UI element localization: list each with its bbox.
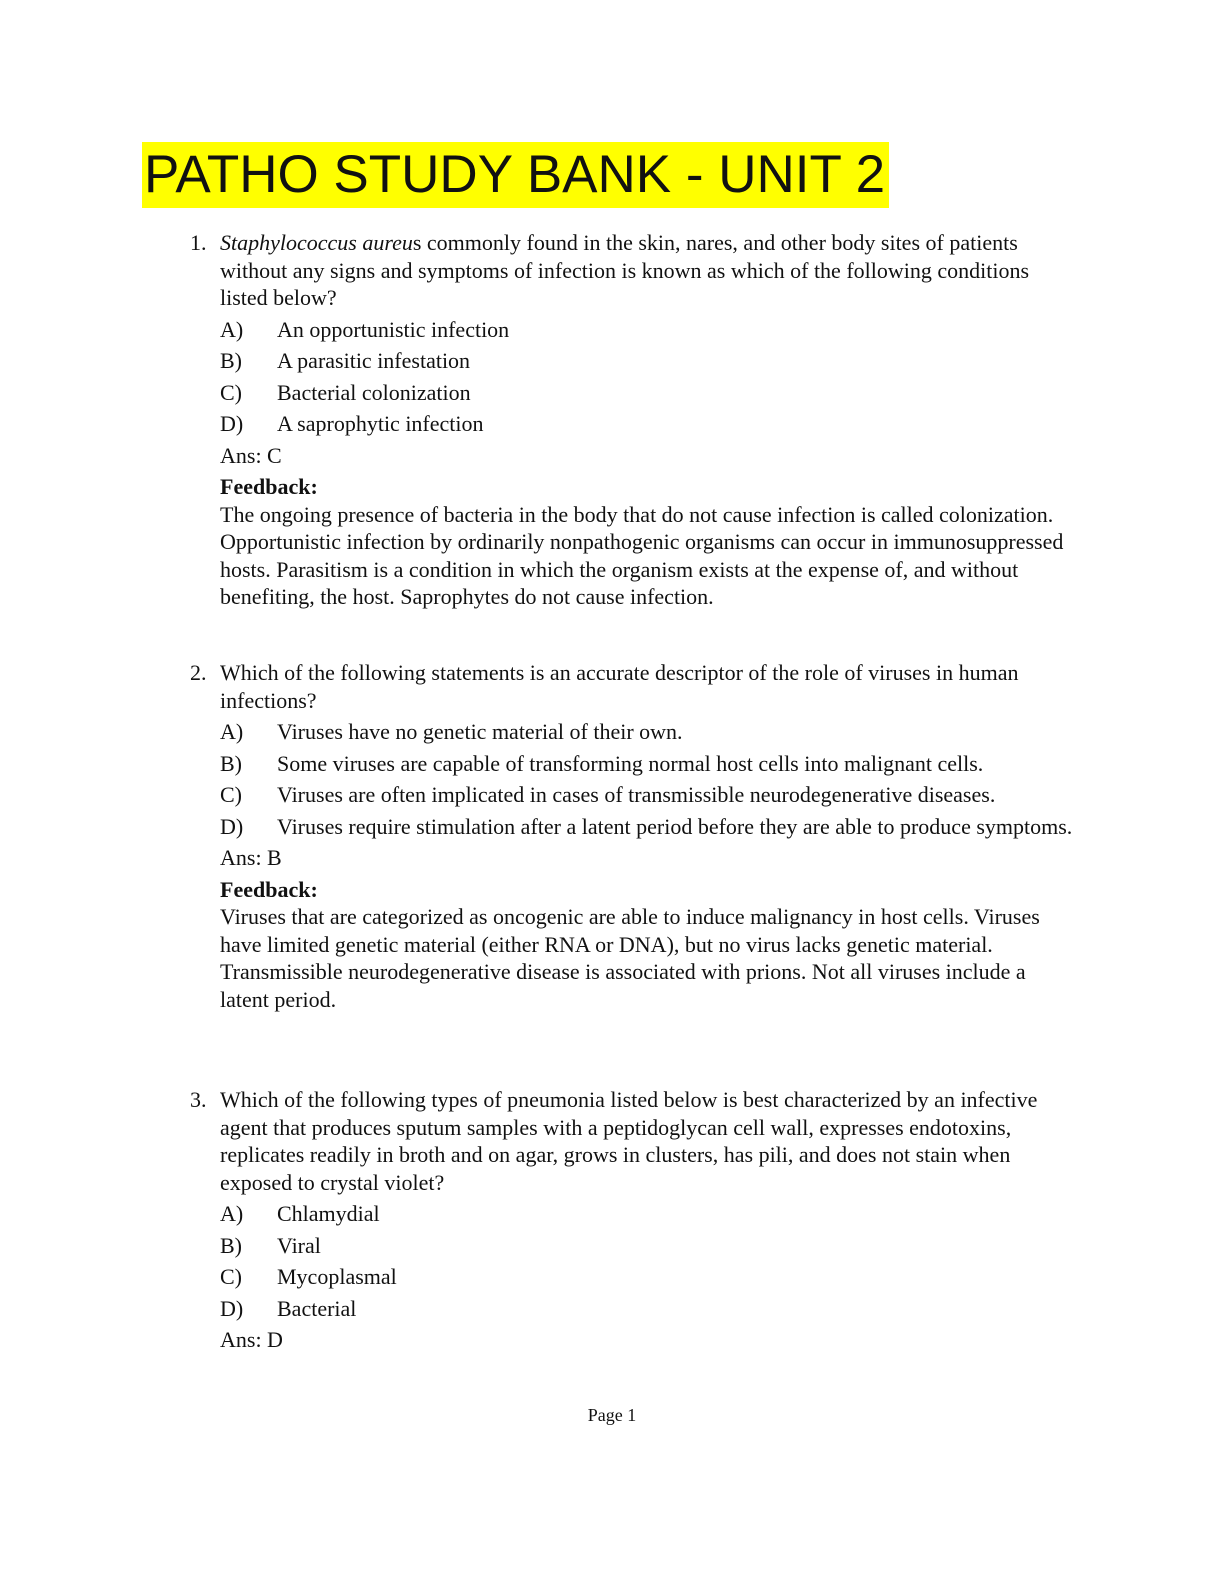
option-c bbox=[190, 1263, 1075, 1291]
option-letter: D) bbox=[220, 1295, 244, 1321]
option-text: An opportunistic infection bbox=[277, 316, 510, 342]
question-1 bbox=[190, 229, 1075, 611]
feedback-label: Feedback: bbox=[220, 474, 318, 499]
option-letter: C) bbox=[220, 1264, 242, 1289]
stem-text: Which of the following statements is an accurate descriptor of the role of viruses in human infections? bbox=[220, 660, 1019, 713]
question-stem bbox=[190, 659, 1075, 714]
option-c bbox=[190, 781, 1075, 809]
option-letter: B) bbox=[220, 1232, 242, 1258]
question-2 bbox=[190, 659, 1075, 1013]
question-3 bbox=[190, 1086, 1075, 1354]
option-letter: B) bbox=[220, 750, 242, 776]
option-text: Bacterial bbox=[277, 1295, 357, 1321]
option-letter: A) bbox=[220, 719, 244, 744]
option-text: Some viruses are capable of transforming normal host cells into malignant cells. bbox=[277, 750, 984, 776]
option-text: Bacterial colonization bbox=[277, 379, 471, 405]
option-text: Viral bbox=[277, 1232, 321, 1258]
option-d bbox=[190, 1295, 1075, 1323]
question-number: 1. bbox=[190, 230, 207, 255]
question-number: 2. bbox=[190, 660, 207, 685]
answer: Ans: B bbox=[220, 845, 282, 870]
option-b bbox=[190, 347, 1075, 375]
option-text: Chlamydial bbox=[277, 1201, 380, 1226]
page-number: Page 1 bbox=[587, 1405, 637, 1425]
answer: Ans: C bbox=[220, 442, 282, 468]
option-text: Mycoplasmal bbox=[277, 1264, 397, 1289]
option-text: A saprophytic infection bbox=[277, 411, 484, 436]
page-title: PATHO STUDY BANK - UNIT 2 bbox=[142, 142, 889, 208]
option-a bbox=[190, 718, 1075, 746]
option-d bbox=[190, 813, 1075, 841]
option-letter: A) bbox=[220, 316, 244, 342]
option-c bbox=[190, 379, 1075, 407]
option-text: Viruses require stimulation after a latent period before they are able to produce symptoms. bbox=[277, 813, 1073, 839]
option-letter: B) bbox=[220, 348, 242, 373]
feedback-text: Viruses that are categorized as oncogenic are able to induce malignancy in host cells. Viruses have limited genetic material (either RNA or DNA), but no virus lacks genetic material. Transmissible neurodegenerative disease is associated with prions. Not all viruses include a latent period. bbox=[220, 904, 1040, 1012]
organism-name: Staphylococcus aureu bbox=[220, 230, 413, 255]
option-a bbox=[190, 316, 1075, 344]
option-letter: D) bbox=[220, 411, 244, 436]
stem-text: Which of the following types of pneumonia listed below is best characterized by an infective agent that produces sputum samples with a peptidoglycan cell wall, expresses endotoxins, replicates readily in broth and on agar, grows in clusters, has pili, and does not stain when exposed to crystal violet? bbox=[220, 1087, 1038, 1195]
option-text: A parasitic infestation bbox=[277, 348, 471, 373]
option-text: Viruses have no genetic material of their own. bbox=[277, 719, 683, 744]
question-stem bbox=[190, 229, 1075, 312]
stem-text: s commonly found in the skin, nares, and other body sites of patients without any signs and symptoms of infection is known as which of the following conditions listed below? bbox=[220, 230, 1030, 310]
feedback-label: Feedback: bbox=[220, 876, 318, 902]
option-text: Viruses are often implicated in cases of transmissible neurodegenerative diseases. bbox=[277, 782, 996, 807]
question-number: 3. bbox=[190, 1087, 207, 1112]
feedback-text: The ongoing presence of bacteria in the body that do not cause infection is called colonization. Opportunistic infection by ordinarily nonpathogenic organisms can occur in immunosuppressed hosts. Parasitism is a condition in which the organism exists at the expense of, and without benefiting, the host. Saprophytes do not cause infection. bbox=[220, 501, 1064, 609]
option-letter: A) bbox=[220, 1201, 244, 1226]
option-letter: C) bbox=[220, 379, 242, 405]
option-b bbox=[190, 750, 1075, 778]
question-stem bbox=[190, 1086, 1075, 1196]
option-letter: C) bbox=[220, 782, 242, 807]
option-b bbox=[190, 1232, 1075, 1260]
option-letter: D) bbox=[220, 813, 244, 839]
option-a bbox=[190, 1200, 1075, 1228]
option-d bbox=[190, 410, 1075, 438]
answer: Ans: D bbox=[220, 1327, 283, 1352]
